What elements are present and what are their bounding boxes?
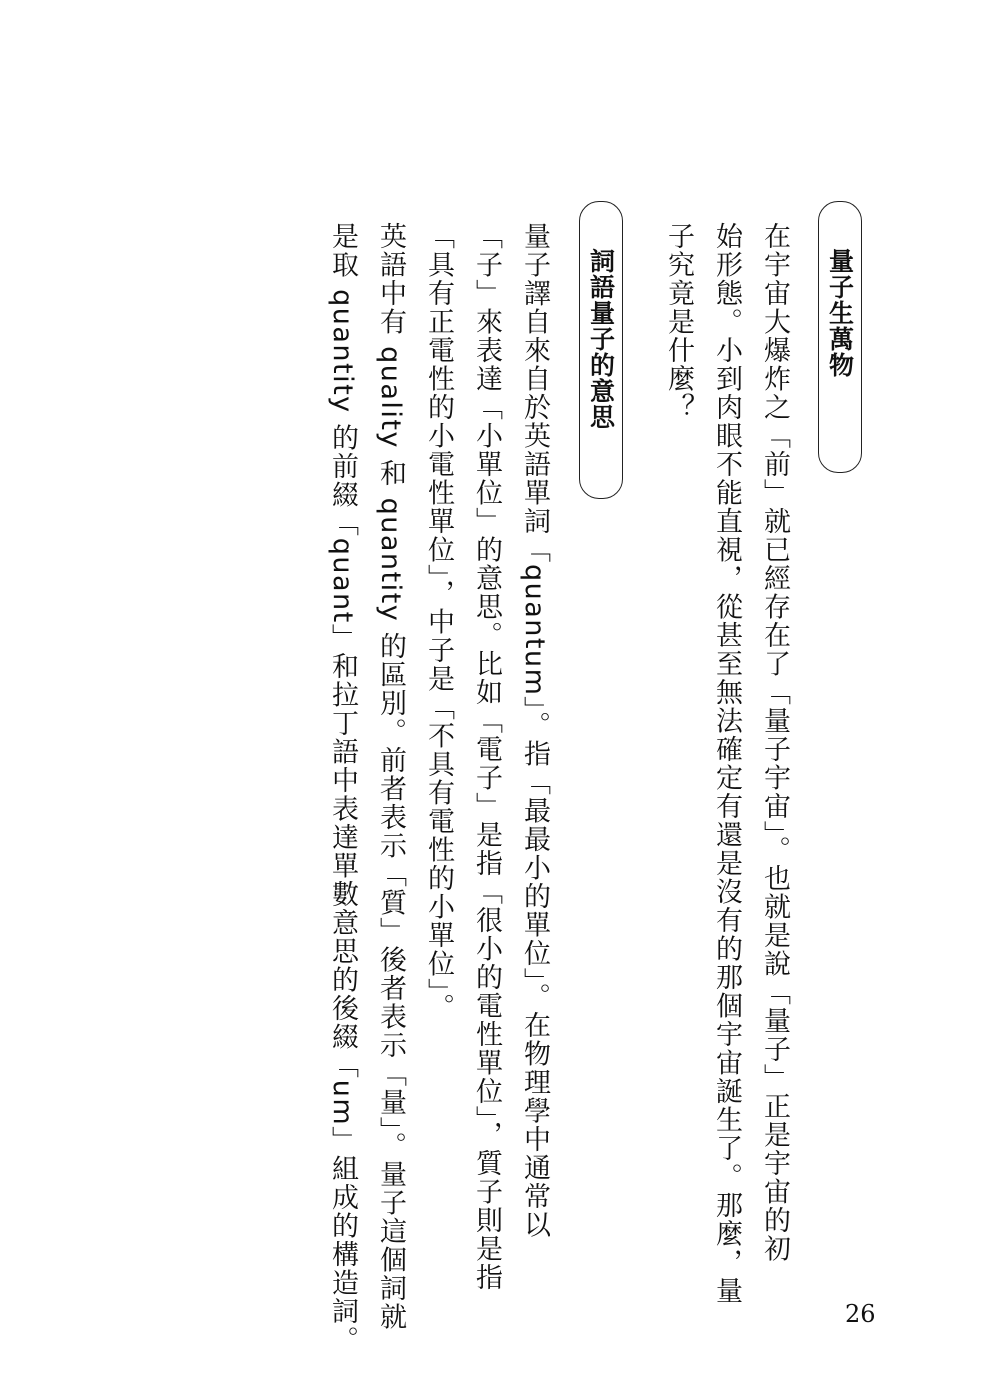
section1-line-1: 在宇宙大爆炸之「前」就已經存在了「量子宇宙」。也就是說「量子」正是宇宙的初 (759, 222, 790, 1263)
section-heading-box-1 (818, 201, 862, 473)
section2-line-2: 「子」來表達「小單位」的意思。比如「電子」是指「很小的電性單位」，質子則是指 (471, 222, 502, 1292)
section2-line-5: 是取 quantity 的前綴「quant」和拉丁語中表達單數意思的後綴「um」組成的構造詞。 (327, 222, 358, 1355)
page-number: 26 (845, 1300, 876, 1328)
section2-line-3: 「具有正電性的小電性單位」，中子是「不具有電性的小單位」。 (423, 222, 454, 1022)
section-heading-2: 詞語量子的意思 (586, 248, 616, 430)
section-heading-1: 量子生萬物 (825, 248, 855, 378)
section2-line-4: 英語中有 quality 和 quantity 的區別。前者表示「質」後者表示「量」。量子這個詞就 (375, 222, 406, 1332)
section2-line-1: 量子譯自來自於英語單詞「quantum」。指「最最小的單位」。在物理學中通常以 (519, 222, 550, 1240)
section1-line-3: 子究竟是什麼？ (663, 222, 694, 422)
section-heading-box-2 (579, 201, 623, 499)
section1-line-2: 始形態。小到肉眼不能直視，從甚至無法確定有還是沒有的那個宇宙誕生了。那麼，量 (711, 222, 742, 1305)
